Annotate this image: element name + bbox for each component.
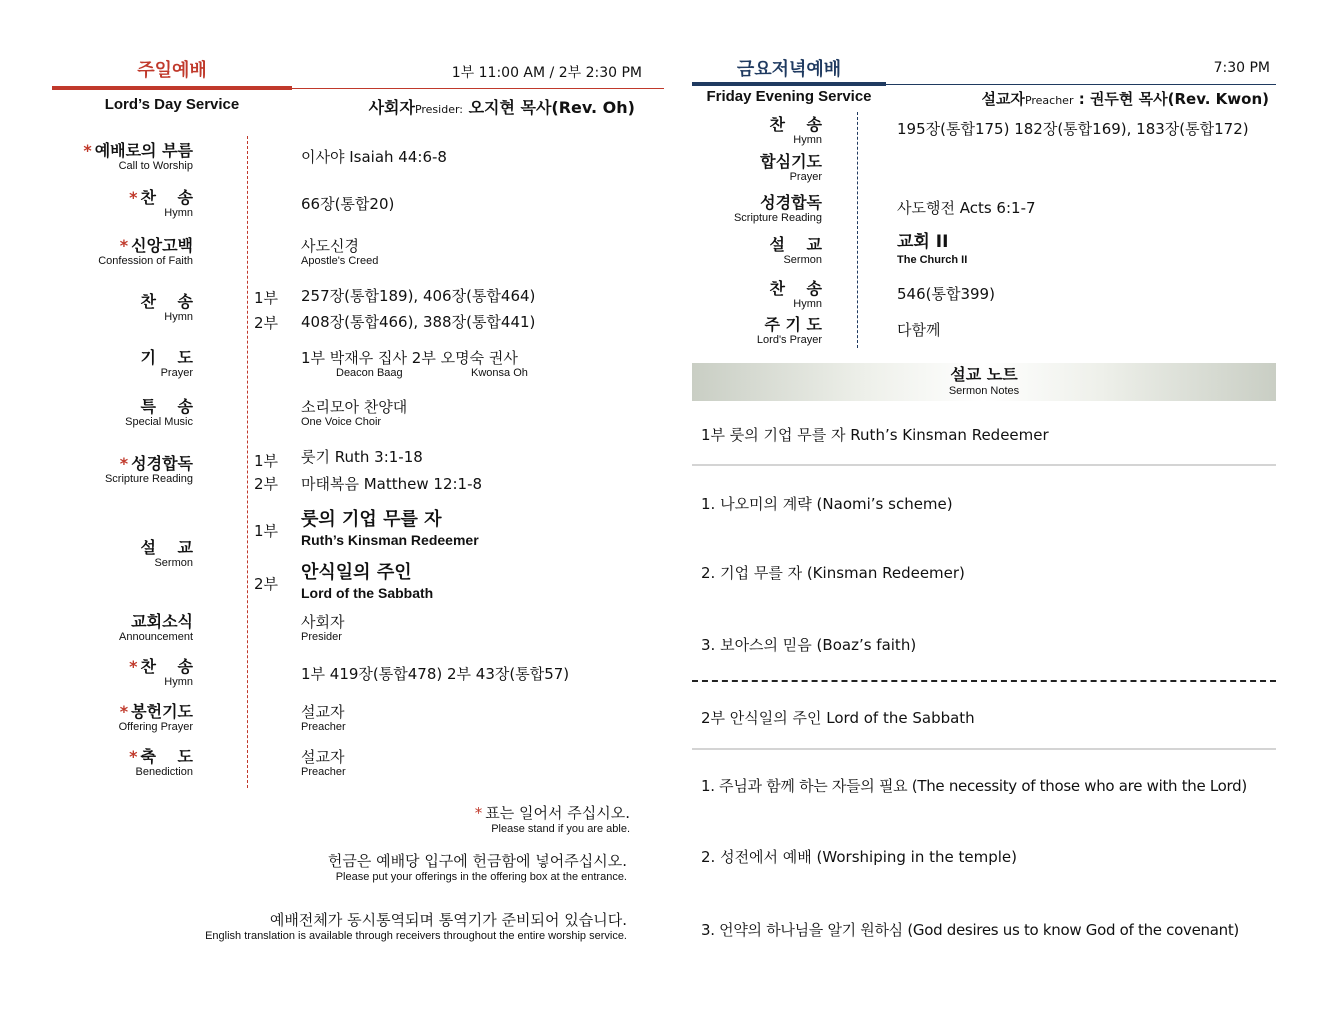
- order-ko: 신앙고백: [131, 236, 193, 255]
- sunday-header-rule: [292, 88, 664, 89]
- friday-content: 195장(통합175) 182장(통합169), 183장(통합172): [897, 120, 1249, 138]
- sermon-notes-header: [692, 363, 1276, 401]
- order-content-part-1: 룻기 Ruth 3:1-18: [301, 448, 423, 466]
- order-ko: 특 송: [140, 397, 193, 416]
- sermon-part-1: [301, 509, 661, 549]
- part-1-marker: 1부: [254, 452, 279, 470]
- part-1-marker: 1부: [254, 522, 279, 540]
- friday-label-prayer: [692, 153, 822, 183]
- order-en: Sermon: [783, 254, 822, 266]
- order-ko: 찬 송: [769, 279, 822, 298]
- order-ko: 성경합독: [760, 193, 822, 212]
- order-en: Scripture Reading: [733, 212, 822, 224]
- order-en: Hymn: [793, 298, 822, 310]
- order-content: [301, 349, 661, 379]
- order-ko: 예배로의 부름: [94, 141, 193, 160]
- friday-service-subtitle: Friday Evening Service: [706, 88, 872, 105]
- preacher-ko: 설교자: [981, 90, 1025, 108]
- order-label-confession: [52, 237, 193, 267]
- part-2-marker: 2부: [254, 475, 279, 493]
- notes-divider: [692, 748, 1276, 750]
- sunday-title-underline: [52, 86, 292, 90]
- part-2-marker: 2부: [254, 314, 279, 332]
- friday-service-title: 금요저녁예배: [736, 59, 842, 80]
- order-content: [301, 237, 661, 267]
- sermon-part-2: [301, 562, 661, 602]
- order-en: Call to Worship: [118, 160, 193, 172]
- order-ko: 찬 송: [769, 115, 822, 134]
- friday-label-hymn: [692, 280, 822, 310]
- order-en: Hymn: [164, 311, 193, 323]
- part-1-marker: 1부: [254, 289, 279, 307]
- order-ko: 합심기도: [760, 152, 822, 171]
- sermon-title-ko: 룻의 기업 무를 자: [301, 509, 442, 530]
- friday-label-lords-prayer: [692, 316, 822, 346]
- order-content-part-2: 408장(통합466), 388장(통합441): [301, 313, 536, 331]
- order-content: [301, 613, 661, 643]
- sermon-title-en: Ruth’s Kinsman Redeemer: [301, 532, 479, 548]
- note-ko: 헌금은 예배당 입구에 헌금함에 넣어주십시오.: [327, 852, 627, 870]
- friday-sermon-title: 교회 II: [897, 232, 949, 252]
- order-content-main: 소리모아 찬양대: [301, 398, 408, 416]
- order-ko: 설 교: [140, 538, 193, 557]
- translation-note: [100, 909, 627, 942]
- order-content: 이사야 Isaiah 44:6-8: [301, 148, 447, 166]
- order-content-sub: Preacher: [301, 766, 346, 778]
- presider-label: Presider:: [414, 103, 463, 116]
- sermon-point: 2. 성전에서 예배 (Worshiping in the temple): [701, 848, 1017, 866]
- order-ko: 찬 송: [140, 657, 193, 676]
- order-content-sub: Preacher: [301, 721, 346, 733]
- notes-part-separator: [692, 680, 1276, 682]
- order-ko: 교회소식: [131, 612, 193, 631]
- sermon-title-ko: 안식일의 주인: [301, 562, 412, 583]
- order-content: [301, 748, 661, 778]
- friday-content: 546(통합399): [897, 285, 995, 303]
- sermon-point: 2. 기업 무를 자 (Kinsman Redeemer): [701, 564, 965, 582]
- order-content-main: 1부 박재우 집사 2부 오명숙 권사: [301, 349, 518, 367]
- sunday-presider: [300, 95, 635, 118]
- order-en: Announcement: [119, 631, 193, 643]
- sunday-service-subtitle: Lord’s Day Service: [104, 96, 240, 113]
- stand-marker: *: [129, 188, 138, 207]
- offering-note: [100, 850, 627, 883]
- notes-divider: [692, 464, 1276, 466]
- sermon-notes-part1-heading: 1부 룻의 기업 무를 자 Ruth’s Kinsman Redeemer: [701, 426, 1049, 444]
- stand-marker: *: [129, 747, 138, 766]
- stand-marker: *: [129, 657, 138, 676]
- order-ko: 기 도: [140, 348, 193, 367]
- friday-label-hymn: [692, 116, 822, 146]
- order-label-benediction: [52, 748, 193, 778]
- order-label-call-to-worship: [52, 142, 193, 172]
- sermon-point: 3. 언약의 하나님을 알기 원하심 (God desires us to know God of the covenant): [701, 921, 1239, 939]
- order-en: Hymn: [793, 134, 822, 146]
- sunday-service-title: 주일예배: [137, 60, 207, 81]
- order-content: [301, 703, 661, 733]
- preacher-label: Preacher: [1024, 94, 1074, 107]
- order-en: Hymn: [164, 676, 193, 688]
- deacon-name: Deacon Baag: [336, 367, 403, 379]
- order-label-sermon: [52, 539, 193, 569]
- order-en: Offering Prayer: [118, 721, 193, 733]
- order-ko: 축 도: [140, 747, 193, 766]
- kwonsa-name: Kwonsa Oh: [471, 367, 528, 379]
- note-en: English translation is available through receivers throughout the entire worship service.: [205, 930, 627, 942]
- order-en: Lord's Prayer: [756, 334, 822, 346]
- order-ko: 찬 송: [140, 188, 193, 207]
- order-content: 66장(통합20): [301, 195, 395, 213]
- order-content-main: 사도신경: [301, 237, 359, 255]
- note-en: Please stand if you are able.: [491, 823, 630, 835]
- order-label-hymn: [52, 658, 193, 688]
- sunday-column-divider: [247, 136, 248, 788]
- order-ko: 찬 송: [140, 292, 193, 311]
- friday-content: 다함께: [897, 321, 941, 339]
- order-label-scripture: [52, 455, 193, 485]
- order-content-sub: Apostle's Creed: [301, 255, 379, 267]
- order-ko: 설 교: [769, 235, 822, 254]
- stand-marker: *: [119, 454, 129, 473]
- order-content-part-2: 마태복음 Matthew 12:1-8: [301, 475, 483, 493]
- order-ko: 성경합독: [131, 454, 193, 473]
- order-label-offering-prayer: [52, 703, 193, 733]
- order-label-hymn: [52, 293, 193, 323]
- order-en: Sermon: [154, 557, 193, 569]
- sermon-notes-title-ko: 설교 노트: [950, 365, 1018, 384]
- stand-note: [140, 802, 630, 835]
- sermon-point: 1. 주님과 함께 하는 자들의 필요 (The necessity of those who are with the Lord): [701, 777, 1247, 795]
- friday-header-rule: [886, 84, 1276, 85]
- order-en: Benediction: [135, 766, 193, 778]
- order-content: [301, 398, 661, 428]
- stand-marker: *: [119, 236, 129, 255]
- order-en: Hymn: [164, 207, 193, 219]
- order-label-announcement: [52, 613, 193, 643]
- order-en: Prayer: [160, 367, 193, 379]
- preacher-name: : 권두현 목사(Rev. Kwon): [1078, 90, 1269, 108]
- sermon-notes-title-en: Sermon Notes: [948, 385, 1020, 397]
- order-label-hymn: [52, 189, 193, 219]
- presider-name: 오지현 목사(Rev. Oh): [468, 98, 635, 117]
- friday-content: 사도행전 Acts 6:1-7: [897, 199, 1036, 217]
- friday-column-divider: [857, 112, 858, 348]
- friday-label-scripture: [692, 194, 822, 224]
- order-label-prayer: [52, 349, 193, 379]
- order-content-sub: One Voice Choir: [301, 416, 382, 428]
- order-content-sub: [301, 367, 661, 379]
- sermon-point: 1. 나오미의 계략 (Naomi’s scheme): [701, 495, 953, 513]
- stand-marker: *: [83, 141, 92, 160]
- order-content: 1부 419장(통합478) 2부 43장(통합57): [301, 665, 570, 683]
- order-content-part-1: 257장(통합189), 406장(통합464): [301, 287, 536, 305]
- sermon-point: 3. 보아스의 믿음 (Boaz’s faith): [701, 636, 917, 654]
- order-label-special-music: [52, 398, 193, 428]
- order-content-main: 설교자: [301, 703, 345, 721]
- friday-service-time: 7:30 PM: [1213, 60, 1270, 76]
- presider-ko: 사회자: [368, 98, 415, 117]
- part-2-marker: 2부: [254, 575, 279, 593]
- order-en: Confession of Faith: [98, 255, 193, 267]
- stand-marker: *: [474, 804, 483, 822]
- sermon-title-en: Lord of the Sabbath: [301, 585, 434, 601]
- friday-label-sermon: [692, 236, 822, 266]
- order-content-main: 사회자: [301, 613, 345, 631]
- note-ko: 표는 일어서 주십시오.: [485, 804, 630, 822]
- sunday-service-time: 1부 11:00 AM / 2부 2:30 PM: [451, 65, 642, 81]
- friday-preacher: [900, 88, 1269, 109]
- friday-sermon-title-en: The Church II: [897, 254, 968, 266]
- note-en: Please put your offerings in the offering box at the entrance.: [335, 871, 627, 883]
- friday-title-underline: [692, 82, 886, 86]
- note-ko: 예배전체가 동시통역되며 통역기가 준비되어 있습니다.: [269, 911, 627, 929]
- order-content-main: 설교자: [301, 748, 345, 766]
- order-en: Special Music: [125, 416, 193, 428]
- order-ko: 봉헌기도: [131, 702, 193, 721]
- order-en: Scripture Reading: [104, 473, 193, 485]
- sermon-notes-part2-heading: 2부 안식일의 주인 Lord of the Sabbath: [701, 709, 975, 727]
- order-content-sub: Presider: [301, 631, 342, 643]
- stand-marker: *: [119, 702, 129, 721]
- order-en: Prayer: [789, 171, 822, 183]
- order-ko: 주 기 도: [764, 315, 822, 334]
- friday-sermon-content: [897, 233, 1277, 269]
